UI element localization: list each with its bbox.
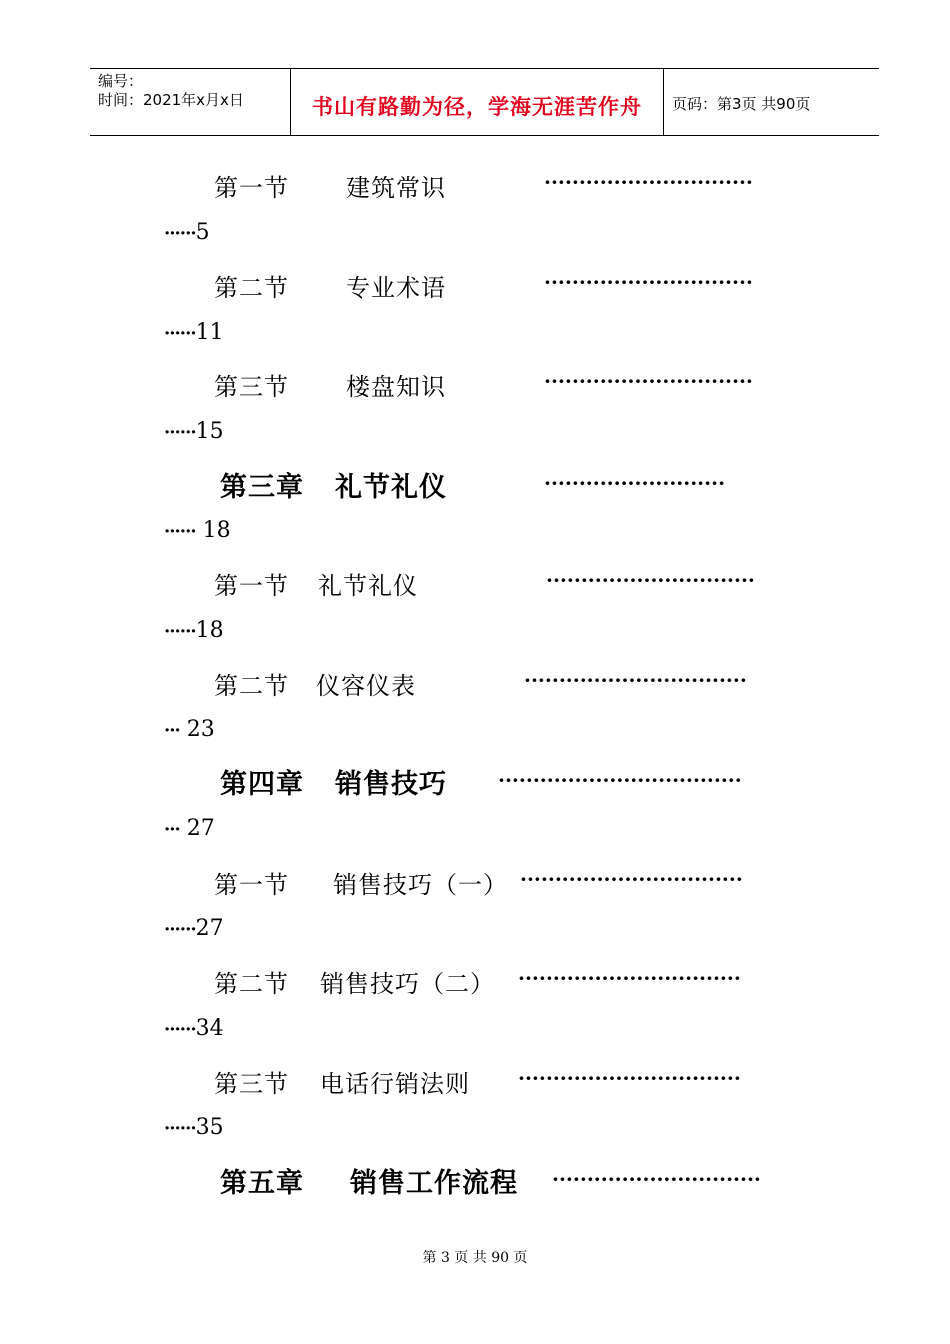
toc-cont-leader: ······ (164, 1019, 196, 1040)
toc-cont-leader: ··· (164, 720, 180, 741)
header-page-cell (664, 69, 879, 135)
toc-entry-num: 第三节 (214, 373, 289, 401)
toc-entry-num: 第二节 (214, 970, 289, 998)
toc-cont-leader: ······ (164, 323, 196, 344)
page-footer: 第 3 页 共 90 页 (422, 1250, 528, 1266)
toc-chapter-title: 销售技巧 (335, 769, 447, 800)
header-meta-cell (90, 69, 291, 135)
toc-entry-num: 第二节 (214, 672, 289, 700)
toc-page-number: 27 (195, 916, 224, 941)
toc-page-number: 18 (195, 618, 224, 643)
toc-entry-num: 第一节 (214, 871, 289, 899)
toc-leader: ································ (524, 668, 747, 692)
toc-leader: ································ (518, 966, 741, 990)
toc-entry-page (164, 717, 215, 742)
toc-page-number: 11 (195, 320, 224, 345)
toc-entry-title: 销售技巧（一） (333, 871, 508, 899)
page-info: 页码：第3页 共90页 (672, 95, 811, 113)
toc-entry-title: 专业术语 (346, 274, 446, 302)
toc-chapter-title: 礼节礼仪 (335, 472, 447, 503)
toc-entry-num: 第三节 (214, 1070, 289, 1098)
toc-entry-title: 楼盘知识 (346, 373, 446, 401)
toc-cont-leader: ······ (164, 919, 196, 940)
toc-entry-num: 第二节 (214, 274, 289, 302)
toc-page-number: 23 (179, 717, 215, 742)
toc-entry-page (164, 320, 224, 345)
toc-cont-leader: ··· (164, 819, 180, 840)
toc-cont-leader: ······ (164, 422, 196, 443)
toc-entry-title: 销售技巧（二） (320, 970, 495, 998)
motto: 书山有路勤为径，学海无涯苦作舟 (312, 95, 642, 119)
header-motto-cell (291, 69, 664, 135)
toc-page-number: 15 (195, 419, 224, 444)
toc-leader: ······························ (544, 369, 753, 393)
toc-leader: ······························ (544, 170, 753, 194)
toc-leader: ······························ (552, 1167, 761, 1191)
toc-cont-leader: ······ (164, 223, 196, 244)
time-label: 时间：2021年x月x日 (98, 91, 244, 109)
toc-page-number: 35 (195, 1115, 224, 1140)
toc-leader: ·························· (544, 471, 726, 495)
toc-cont-leader: ······ (164, 1118, 196, 1139)
toc-cont-leader: ······ (164, 621, 196, 642)
toc-page-number: 34 (195, 1016, 224, 1041)
toc-entry-num: 第一节 (214, 174, 289, 202)
toc-page-number: 27 (179, 816, 215, 841)
toc-chapter-title: 销售工作流程 (350, 1168, 518, 1199)
toc-entry-page (164, 419, 224, 444)
toc-leader: ··································· (498, 768, 742, 792)
toc-leader: ······························ (544, 270, 753, 294)
toc-chapter-num: 第四章 (220, 769, 304, 800)
page-header (90, 68, 879, 136)
toc-entry-title: 电话行销法则 (320, 1070, 470, 1098)
toc-entry-page (164, 816, 215, 841)
toc-leader: ······························ (546, 568, 755, 592)
toc-entry-page (164, 220, 210, 245)
toc-entry-page (164, 1016, 224, 1041)
toc-entry-title: 建筑常识 (346, 174, 446, 202)
toc-entry-page (164, 916, 224, 941)
toc-entry-page (164, 618, 224, 643)
toc-entry-title: 仪容仪表 (316, 672, 416, 700)
toc-leader: ································ (518, 1066, 741, 1090)
toc-leader: ································ (520, 867, 743, 891)
toc-cont-leader: ······ (164, 521, 196, 542)
toc-page-number: 5 (195, 220, 210, 245)
toc-chapter-num: 第三章 (220, 472, 304, 503)
toc-entry-page (164, 1115, 224, 1140)
toc-chapter-num: 第五章 (220, 1168, 304, 1199)
toc-entry-title: 礼节礼仪 (318, 572, 418, 600)
toc-entry-page (164, 518, 231, 543)
toc-page-number: 18 (195, 518, 231, 543)
serial-label: 编号： (98, 72, 144, 90)
toc-entry-num: 第一节 (214, 572, 289, 600)
